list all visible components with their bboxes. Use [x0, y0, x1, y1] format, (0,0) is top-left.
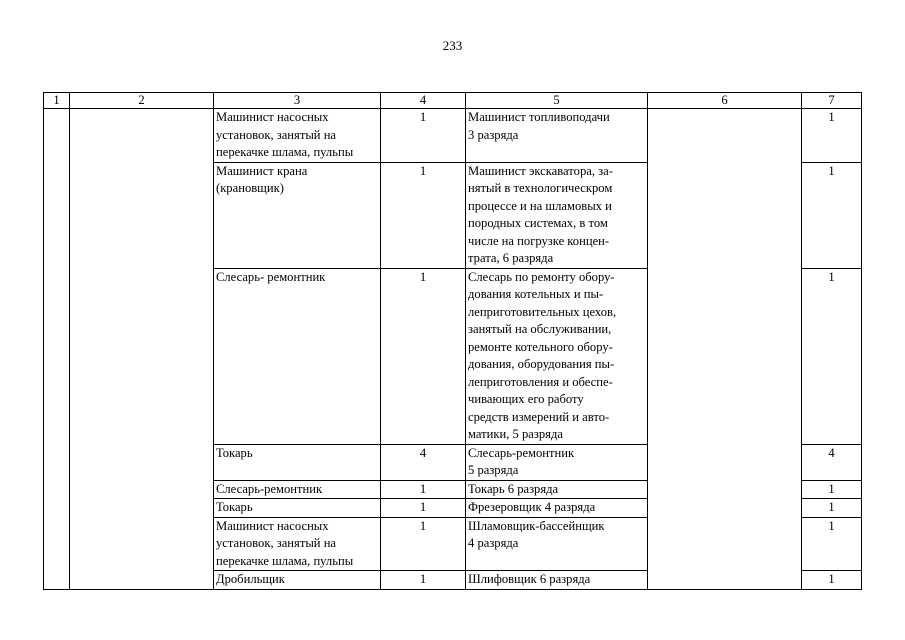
count-cell: 1 [381, 517, 466, 571]
header-cell: 1 [44, 93, 70, 109]
staff-table [43, 92, 862, 590]
count-cell: 1 [381, 268, 466, 444]
table-row [44, 109, 862, 163]
page-number: 233 [442, 38, 463, 53]
header-cell: 6 [648, 93, 802, 109]
col2-cell [70, 109, 214, 590]
profession-cell: Токарь [214, 499, 381, 518]
replacement-cell: Фрезеровщик 4 разряда [466, 499, 648, 518]
profession-cell: Токарь [214, 444, 381, 480]
replacement-cell: Машинист топливоподачи 3 разряда [466, 109, 648, 163]
profession-cell: Машинист крана (крановщик) [214, 162, 381, 268]
header-cell: 2 [70, 93, 214, 109]
header-cell: 4 [381, 93, 466, 109]
count-cell: 1 [802, 109, 862, 163]
count-cell: 1 [381, 109, 466, 163]
profession-cell: Слесарь-ремонтник [214, 480, 381, 499]
header-row [44, 93, 862, 109]
replacement-cell: Шлифовщик 6 разряда [466, 571, 648, 590]
col1-cell [44, 109, 70, 590]
count-cell: 1 [802, 571, 862, 590]
count-cell: 1 [802, 499, 862, 518]
col6-cell [648, 109, 802, 590]
replacement-cell: Слесарь-ремонтник 5 разряда [466, 444, 648, 480]
count-cell: 1 [802, 268, 862, 444]
replacement-cell: Токарь 6 разряда [466, 480, 648, 499]
count-cell: 1 [802, 162, 862, 268]
count-cell: 1 [381, 480, 466, 499]
replacement-cell: Машинист экскаватора, за- нятый в технологическром процессе и на шламовых и породных системах, в том числе на погрузке концен- трата, 6 разряда [466, 162, 648, 268]
profession-cell: Слесарь- ремонтник [214, 268, 381, 444]
count-cell: 1 [381, 499, 466, 518]
count-cell: 4 [381, 444, 466, 480]
count-cell: 1 [802, 517, 862, 571]
count-cell: 1 [381, 571, 466, 590]
replacement-cell: Шламовщик-бассейнщик 4 разряда [466, 517, 648, 571]
count-cell: 4 [802, 444, 862, 480]
count-cell: 1 [802, 480, 862, 499]
header-cell: 3 [214, 93, 381, 109]
replacement-cell: Слесарь по ремонту обору- дования котельных и пы- леприготовительных цехов, занятый на обслуживании, ремонте котельного обору- дования, оборудования пы- леприготовления и обеспе- чивающих его работу средств измерений и авто- матики, 5 разряда [466, 268, 648, 444]
profession-cell: Машинист насосных установок, занятый на перекачке шлама, пульпы [214, 517, 381, 571]
header-cell: 5 [466, 93, 648, 109]
profession-cell: Дробильщик [214, 571, 381, 590]
header-cell: 7 [802, 93, 862, 109]
count-cell: 1 [381, 162, 466, 268]
profession-cell: Машинист насосных установок, занятый на перекачке шлама, пульпы [214, 109, 381, 163]
